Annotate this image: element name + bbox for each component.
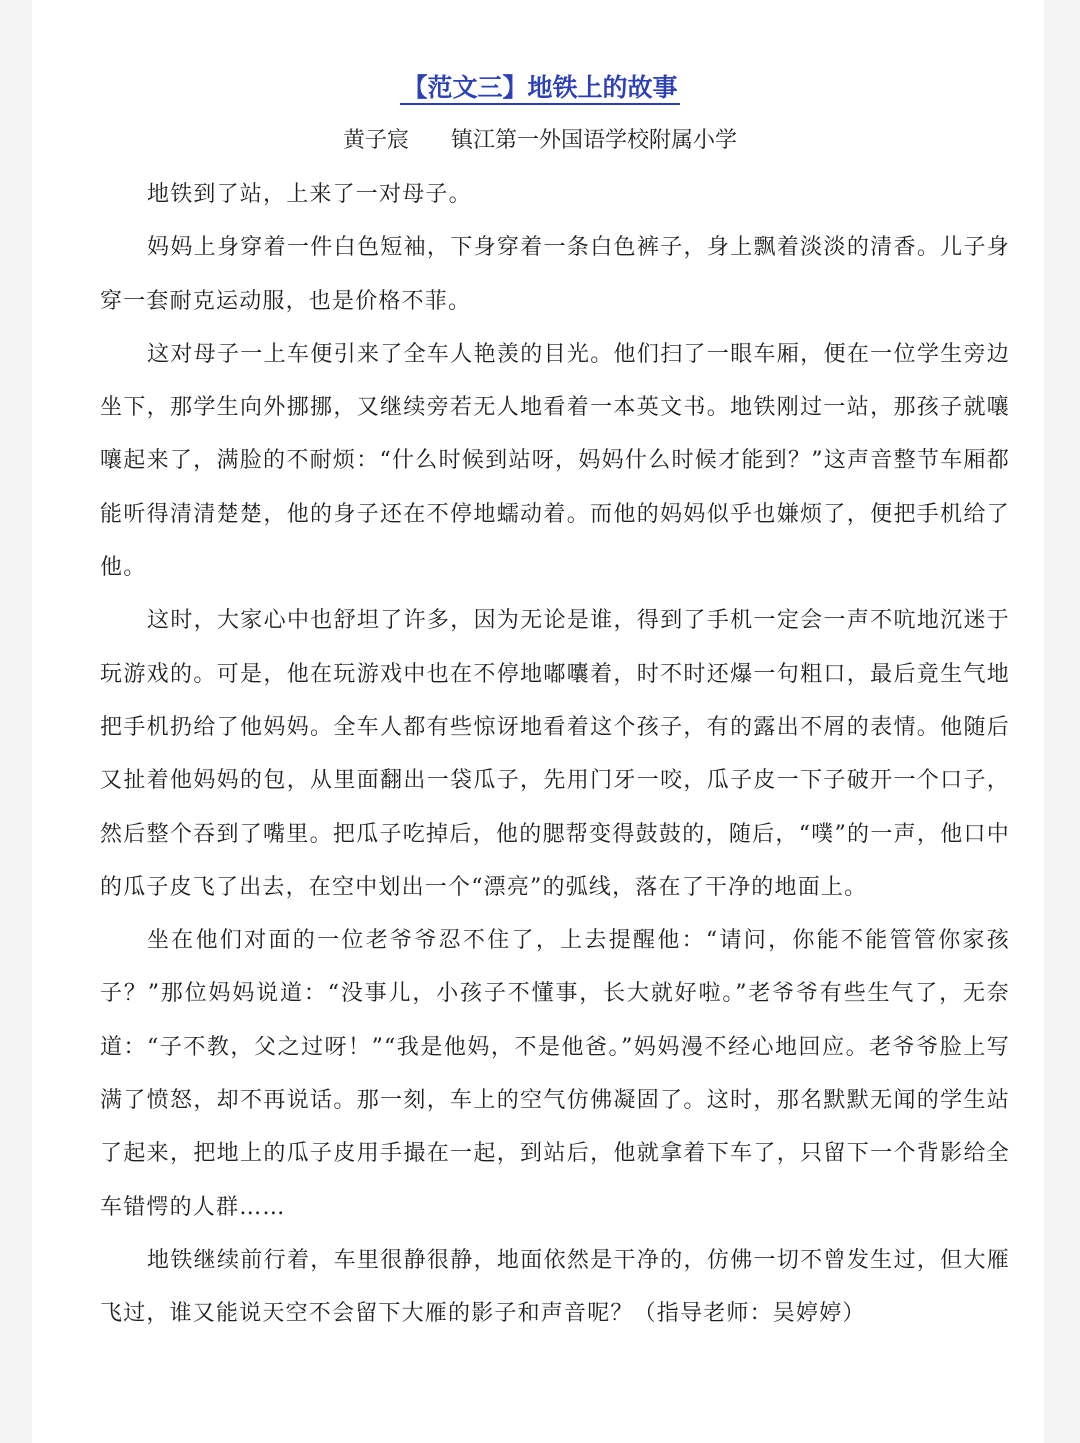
essay-title-text: 【范文三】地铁上的故事 (400, 73, 679, 105)
author-byline: 黄子宸 镇江第一外国语学校附属小学 (343, 128, 737, 153)
essay-title (0, 68, 1080, 108)
paragraph-6: 地铁继续前行着，车里很静很静，地面依然是干净的，仿佛一切不曾发生过，但大雁飞过，谁又能说天空不会留下大雁的影子和声音呢？（指导老师：吴婷婷） (100, 1247, 1010, 1327)
essay-body (100, 168, 1010, 1341)
document-page (32, 0, 1044, 1443)
paragraph-3: 这对母子一上车便引来了全车人艳羡的目光。他们扫了一眼车厢，便在一位学生旁边坐下，那学生向外挪挪，又继续旁若无人地看着一本英文书。地铁刚过一站，那孩子就嚷嚷起来了，满脸的不耐烦：“什么时候到站呀，妈妈什么时候才能到？”这声音整节车厢都能听得清清楚楚，他的身子还在不停地蠕动着。而他的妈妈似乎也嫌烦了，便把手机给了他。 (100, 341, 1010, 581)
paragraph-5: 坐在他们对面的一位老爷爷忍不住了，上去提醒他：“请问，你能不能管管你家孩子？”那位妈妈说道：“没事儿，小孩子不懂事，长大就好啦。”老爷爷有些生气了，无奈道：“子不教，父之过呀！”“我是他妈，不是他爸。”妈妈漫不经心地回应。老爷爷脸上写满了愤怒，却不再说话。那一刻，车上的空气仿佛凝固了。这时，那名默默无闻的学生站了起来，把地上的瓜子皮用手撮在一起，到站后，他就拿着下车了，只留下一个背影给全车错愕的人群…… (100, 928, 1010, 1220)
paragraph-2: 妈妈上身穿着一件白色短袖，下身穿着一条白色裤子，身上飘着淡淡的清香。儿子身穿一套耐克运动服，也是价格不菲。 (100, 235, 1010, 314)
paragraph-4: 这时，大家心中也舒坦了许多，因为无论是谁，得到了手机一定会一声不吭地沉迷于玩游戏的。可是，他在玩游戏中也在不停地嘟囔着，时不时还爆一句粗口，最后竟生气地把手机扔给了他妈妈。全车人都有些惊讶地看着这个孩子，有的露出不屑的表情。他随后又扯着他妈妈的包，从里面翻出一袋瓜子，先用门牙一咬，瓜子皮一下子破开一个口子，然后整个吞到了嘴里。把瓜子吃掉后，他的腮帮变得鼓鼓的，随后，“噗”的一声，他口中的瓜子皮飞了出去，在空中划出一个“漂亮”的弧线，落在了干净的地面上。 (100, 608, 1010, 900)
paragraph-1: 地铁到了站，上来了一对母子。 (147, 182, 472, 207)
